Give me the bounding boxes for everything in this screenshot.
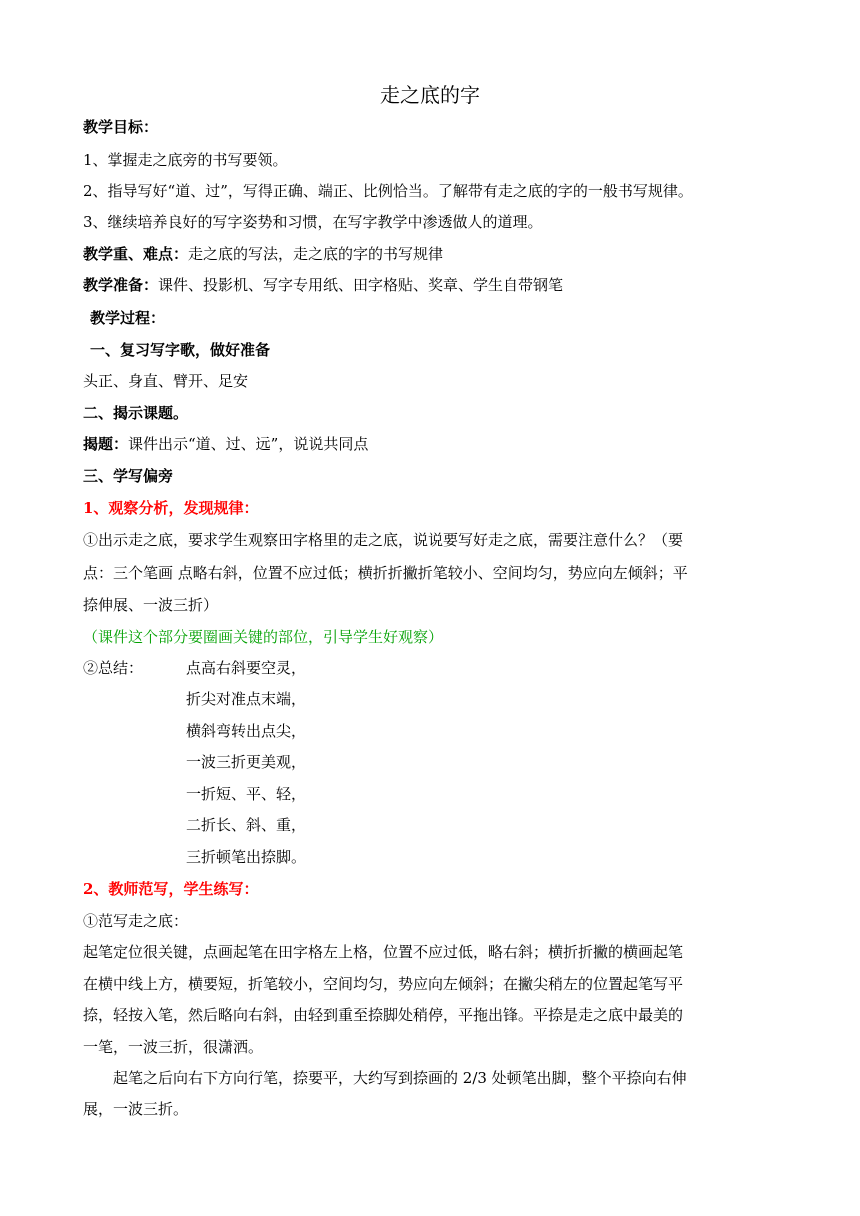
section1-text: 头正、身直、臂开、足安: [83, 372, 249, 390]
goals-heading: 教学目标：: [83, 118, 159, 136]
preparation-text: 课件、投影机、写字专用纸、田字格贴、奖章、学生自带钢笔: [158, 276, 564, 294]
key-points-line: [83, 244, 443, 264]
preparation-label: 教学准备：: [83, 276, 159, 294]
goal-item-2: 2、指导写好“道、过”，写得正确、端正、比例恰当。了解带有走之底的字的一般书写规律。: [83, 182, 693, 200]
demo-label: ①范写走之底：: [83, 912, 189, 930]
demo-line-3: 捺，轻按入笔，然后略向右斜，由轻到重至捺脚处稍停，平拖出锋。平捺是走之底中最美的: [83, 1006, 684, 1024]
summary-label: ②总结：: [83, 659, 144, 677]
section2-label: 揭题：: [83, 435, 129, 453]
para2-line-2: 展，一波三折。: [83, 1100, 189, 1118]
goal-item-3: 3、继续培养良好的写字姿势和习惯，在写字教学中渗透做人的道理。: [83, 213, 543, 231]
summary-line-6: 二折长、斜、重，: [186, 816, 307, 834]
observe-line-2: 点：三个笔画 点略右斜，位置不应过低；横折折撇折笔较小、空间均匀，势应向左倾斜；平: [83, 564, 688, 582]
summary-line-5: 一折短、平、轻，: [186, 785, 307, 803]
courseware-note: （课件这个部分要圈画关键的部位，引导学生好观察）: [83, 628, 444, 646]
section2-heading: 二、揭示课题。: [83, 404, 189, 422]
preparation-line: [83, 275, 563, 295]
observe-line-1: ①出示走之底，要求学生观察田字格里的走之底，说说要写好走之底，需要注意什么？（要: [83, 531, 684, 549]
demo-line-2: 在横中线上方，横要短，折笔较小，空间均匀，势应向左倾斜；在撇尖稍左的位置起笔写平: [83, 975, 684, 993]
section3-sub2: 2、教师范写，学生练写：: [83, 880, 259, 898]
demo-line-1: 起笔定位很关键，点画起笔在田字格左上格，位置不应过低，略右斜；横折折撇的横画起笔: [83, 943, 684, 961]
section2-text: 课件出示“道、过、远”，说说共同点: [128, 435, 369, 453]
process-heading: 教学过程：: [90, 309, 166, 327]
document-title: 走之底的字: [380, 83, 480, 107]
section1-heading: 一、复习写字歌，做好准备: [90, 341, 271, 359]
summary-line-7: 三折顿笔出捺脚。: [186, 848, 307, 866]
goal-item-1: 1、掌握走之底旁的书写要领。: [83, 151, 288, 169]
section2-line: [83, 434, 368, 454]
summary-line-1: 点高右斜要空灵，: [186, 659, 307, 677]
key-points-text: 走之底的写法，走之底的字的书写规律: [188, 245, 444, 263]
section3-heading: 三、学写偏旁: [83, 467, 174, 485]
para2-line-1: 起笔之后向右下方向行笔，捺要平，大约写到捺画的 2/3 处顿笔出脚，整个平捺向右伸: [83, 1069, 687, 1087]
observe-line-3: 捺伸展、一波三折）: [83, 596, 219, 614]
summary-line-2: 折尖对准点末端，: [186, 690, 307, 708]
summary-line-4: 一波三折更美观，: [186, 753, 307, 771]
demo-line-4: 一笔，一波三折，很潇洒。: [83, 1038, 264, 1056]
key-points-label: 教学重、难点：: [83, 245, 189, 263]
section3-sub1: 1、观察分析，发现规律：: [83, 499, 259, 517]
summary-line-3: 横斜弯转出点尖，: [186, 722, 307, 740]
